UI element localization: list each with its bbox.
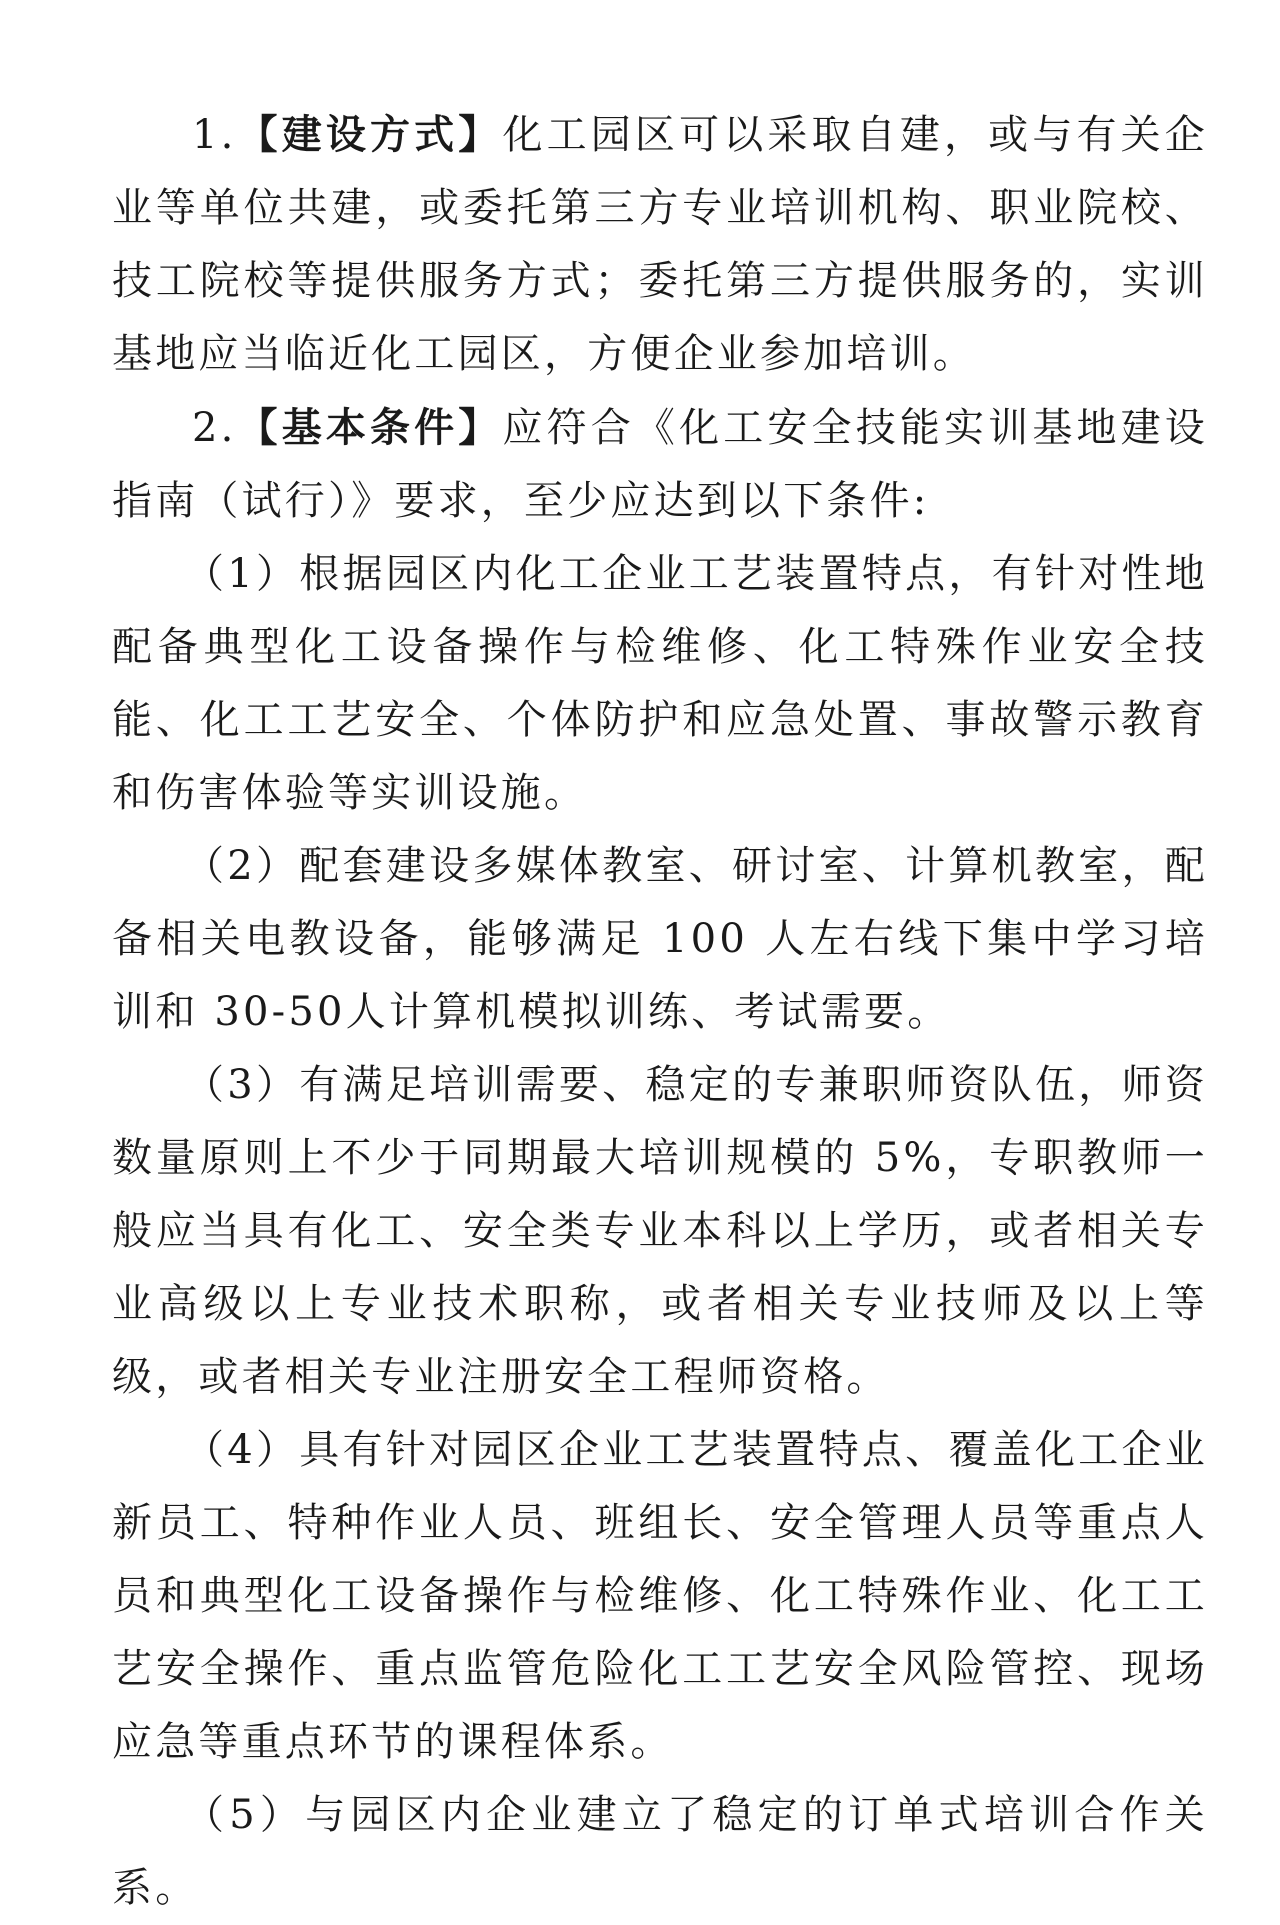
condition-1-text: 根据园区内化工企业工艺装置特点，有针对性地配备典型化工设备操作与检维修、化工特殊作业安全技能、化工工艺安全、个体防护和应急处置、事故警示教育和伤害体验等实训设施。	[112, 551, 1208, 816]
section-1-body: 化工园区可以采取自建，或与有关企业等单位共建，或委托第三方专业培训机构、职业院校、技工院校等提供服务方式；委托第三方提供服务的，实训基地应当临近化工园区，方便企业参加培训。	[112, 112, 1208, 377]
document-body	[112, 98, 1208, 1925]
section-1-number: 1.	[192, 112, 237, 158]
condition-2-paragraph	[112, 830, 1208, 1049]
section-1-paragraph	[112, 98, 1208, 391]
section-2-heading: 【基本条件】	[236, 404, 503, 451]
condition-4-text: 具有针对园区企业工艺装置特点、覆盖化工企业新员工、特种作业人员、班组长、安全管理人员等重点人员和典型化工设备操作与检维修、化工特殊作业、化工工艺安全操作、重点监管危险化工工艺安全风险管控、现场应急等重点环节的课程体系。	[112, 1427, 1208, 1765]
condition-5-paragraph	[112, 1779, 1208, 1925]
section-2-body: 应符合《化工安全技能实训基地建设指南（试行）》要求，至少应达到以下条件:	[112, 405, 1208, 524]
condition-2-text: 配套建设多媒体教室、研讨室、计算机教室，配备相关电教设备，能够满足 100 人左右线下集中学习培训和 30-50人计算机模拟训练、考试需要。	[112, 843, 1208, 1035]
section-2-paragraph	[112, 391, 1208, 538]
condition-5-text: 与园区内企业建立了稳定的订单式培训合作关系。	[112, 1792, 1208, 1911]
condition-1-label: （1）	[184, 551, 300, 597]
condition-4-label: （4）	[184, 1427, 300, 1473]
condition-3-paragraph	[112, 1049, 1208, 1414]
condition-4-paragraph	[112, 1414, 1208, 1779]
condition-3-label: （3）	[184, 1062, 300, 1108]
section-1-heading: 【建设方式】	[236, 111, 503, 158]
condition-5-label: （5）	[184, 1792, 306, 1838]
condition-3-text: 有满足培训需要、稳定的专兼职师资队伍，师资数量原则上不少于同期最大培训规模的 5%，专职教师一般应当具有化工、安全类专业本科以上学历，或者相关专业高级以上专业技术职称，或者相关专业技师及以上等级，或者相关专业注册安全工程师资格。	[112, 1062, 1208, 1400]
section-2-number: 2.	[192, 405, 237, 451]
condition-1-paragraph	[112, 538, 1208, 830]
condition-2-label: （2）	[184, 843, 300, 889]
